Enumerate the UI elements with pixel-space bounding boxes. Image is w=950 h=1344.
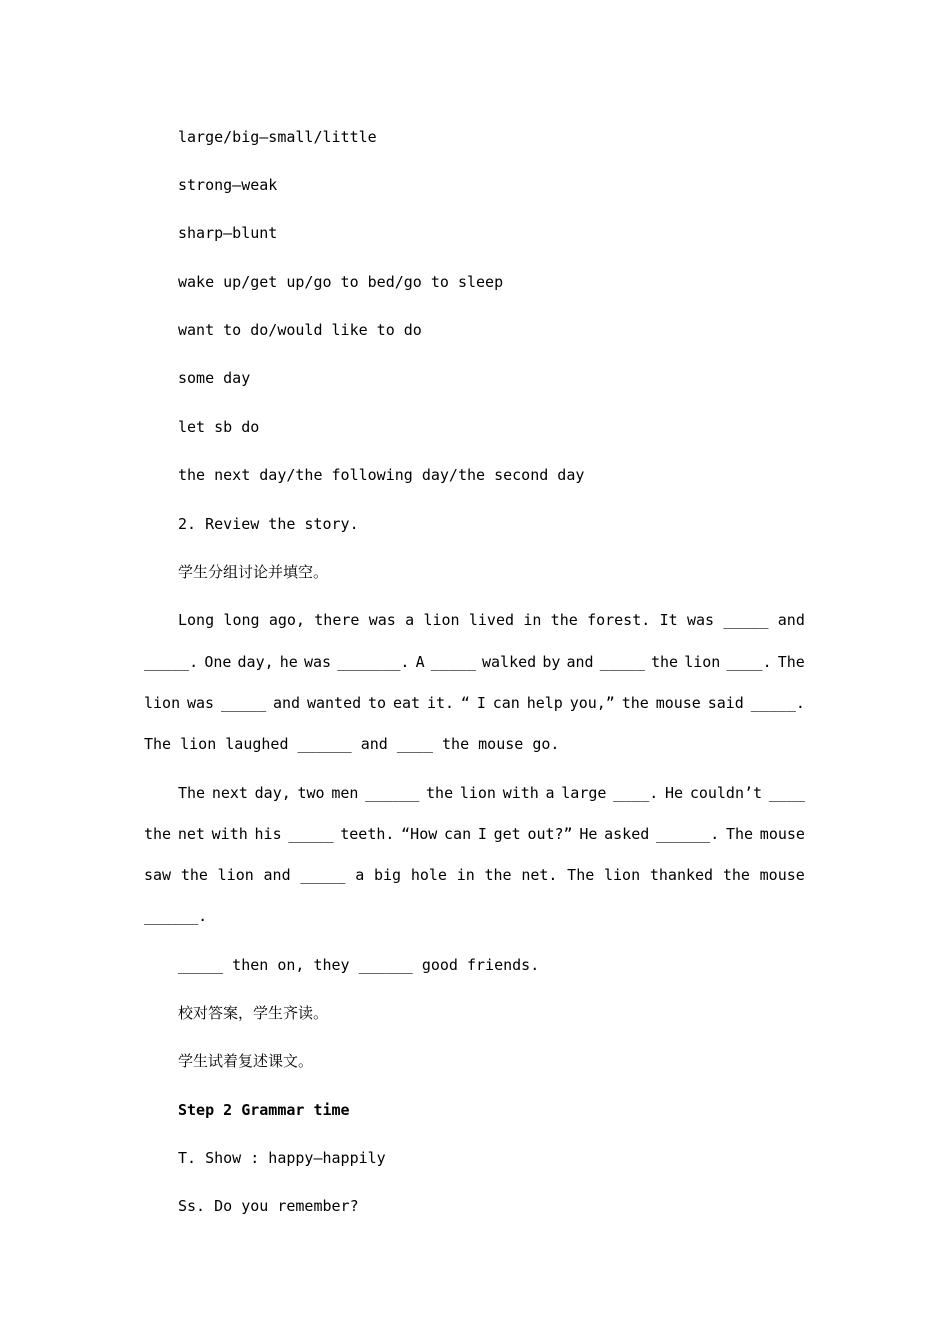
- word: _____: [288, 825, 334, 843]
- word: ______.: [656, 825, 720, 843]
- vocab-line: sharp—blunt: [178, 224, 278, 242]
- word: I: [476, 694, 486, 712]
- word: _____: [220, 694, 267, 712]
- word: was: [187, 694, 215, 712]
- word: out?”: [527, 825, 573, 843]
- word: It: [659, 611, 678, 629]
- word: thanked: [649, 866, 714, 884]
- word: day,: [254, 784, 291, 802]
- word: was: [686, 611, 715, 629]
- word: _____: [300, 866, 346, 884]
- passage1-line1: [178, 610, 805, 630]
- word: ago,: [268, 611, 305, 629]
- vocab-line: want to do/would like to do: [178, 321, 422, 339]
- word: The: [725, 825, 754, 843]
- word: long: [223, 611, 260, 629]
- word: day,: [237, 653, 274, 671]
- word: in: [456, 866, 475, 884]
- word: a: [545, 784, 555, 802]
- word: He: [665, 784, 684, 802]
- word: by: [542, 653, 561, 671]
- word: lion: [684, 653, 721, 671]
- word: lived: [468, 611, 515, 629]
- word: the: [651, 653, 679, 671]
- word: net: [177, 825, 205, 843]
- word: can: [444, 825, 472, 843]
- word: the: [426, 784, 454, 802]
- teacher-show-line: T. Show : happy—happily: [178, 1149, 386, 1167]
- word: and: [273, 694, 301, 712]
- word: walked: [482, 653, 537, 671]
- passage2-line2: [144, 824, 805, 844]
- word: said: [707, 694, 744, 712]
- word: the: [550, 611, 578, 629]
- passage2-line3: [144, 865, 805, 885]
- word: “: [460, 694, 470, 712]
- word: saw: [144, 866, 172, 884]
- students-remember-line: Ss. Do you remember?: [178, 1197, 359, 1215]
- word: lion: [604, 866, 641, 884]
- word: lion: [217, 866, 254, 884]
- word: he: [279, 653, 298, 671]
- word: ____: [768, 784, 805, 802]
- word: the: [722, 866, 750, 884]
- vocab-line: let sb do: [178, 418, 260, 436]
- word: One: [204, 653, 232, 671]
- word: two: [297, 784, 325, 802]
- word: was: [368, 611, 396, 629]
- step2-heading: Step 2 Grammar time: [178, 1101, 350, 1119]
- word: the: [484, 866, 512, 884]
- word: the: [180, 866, 208, 884]
- word: The: [567, 866, 595, 884]
- word: to: [368, 694, 387, 712]
- word: eat: [392, 694, 421, 712]
- word: with: [211, 825, 248, 843]
- vocab-line: wake up/get up/go to bed/go to sleep: [178, 273, 504, 291]
- word: forest.: [587, 611, 651, 629]
- word: lion: [144, 694, 181, 712]
- word: and: [777, 611, 805, 629]
- passage1-line2: [144, 652, 805, 672]
- passage2-line4: ______.: [144, 907, 208, 925]
- word: the: [621, 694, 649, 712]
- word: the: [144, 825, 172, 843]
- word: hole: [410, 866, 447, 884]
- word: his: [254, 825, 282, 843]
- passage1-line3: [144, 693, 805, 713]
- word: ______: [365, 784, 420, 802]
- word: mouse: [655, 694, 701, 712]
- instruction-check-answers: 校对答案，学生齐读。: [178, 1004, 329, 1022]
- word: _____: [723, 611, 769, 629]
- word: _______.: [337, 653, 410, 671]
- word: _____.: [144, 653, 199, 671]
- vocab-line: strong—weak: [178, 176, 278, 194]
- word: He: [579, 825, 598, 843]
- word: teeth.: [340, 825, 395, 843]
- word: “How: [401, 825, 438, 843]
- passage1-line4: The lion laughed ______ and ____ the mouse go.: [144, 735, 560, 753]
- word: ____.: [726, 653, 772, 671]
- word: net.: [521, 866, 558, 884]
- review-heading: 2. Review the story.: [178, 515, 359, 533]
- word: and: [263, 866, 291, 884]
- word: A: [415, 653, 425, 671]
- word: next: [211, 784, 248, 802]
- word: was: [303, 653, 332, 671]
- word: mouse: [759, 825, 805, 843]
- word: lion: [423, 611, 460, 629]
- word: in: [523, 611, 542, 629]
- word: _____: [599, 653, 645, 671]
- instruction-retell: 学生试着复述课文。: [178, 1052, 314, 1070]
- word: mouse: [759, 866, 805, 884]
- word: large: [561, 784, 607, 802]
- word: wanted: [306, 694, 362, 712]
- vocab-line: the next day/the following day/the second day: [178, 466, 585, 484]
- passage2-line1: [178, 783, 805, 803]
- word: big: [374, 866, 402, 884]
- word: Long: [178, 611, 215, 629]
- word: can: [492, 694, 520, 712]
- word: you,”: [569, 694, 615, 712]
- word: The: [178, 784, 206, 802]
- word: couldn’t: [689, 784, 763, 802]
- instruction-group-discussion: 学生分组讨论并填空。: [178, 563, 329, 581]
- word: _____: [430, 653, 476, 671]
- word: get: [493, 825, 521, 843]
- word: asked: [604, 825, 650, 843]
- word: _____.: [750, 694, 805, 712]
- word: and: [566, 653, 594, 671]
- vocab-line: some day: [178, 369, 251, 387]
- word: it.: [426, 694, 455, 712]
- word: I: [477, 825, 487, 843]
- word: there: [314, 611, 360, 629]
- vocab-line: large/big—small/little: [178, 128, 377, 146]
- word: a: [405, 611, 415, 629]
- word: with: [502, 784, 539, 802]
- word: help: [526, 694, 563, 712]
- word: lion: [459, 784, 496, 802]
- word: a: [355, 866, 365, 884]
- word: men: [331, 784, 359, 802]
- word: The: [777, 653, 805, 671]
- passage3-line: _____ then on, they ______ good friends.: [178, 956, 540, 974]
- word: ____.: [613, 784, 659, 802]
